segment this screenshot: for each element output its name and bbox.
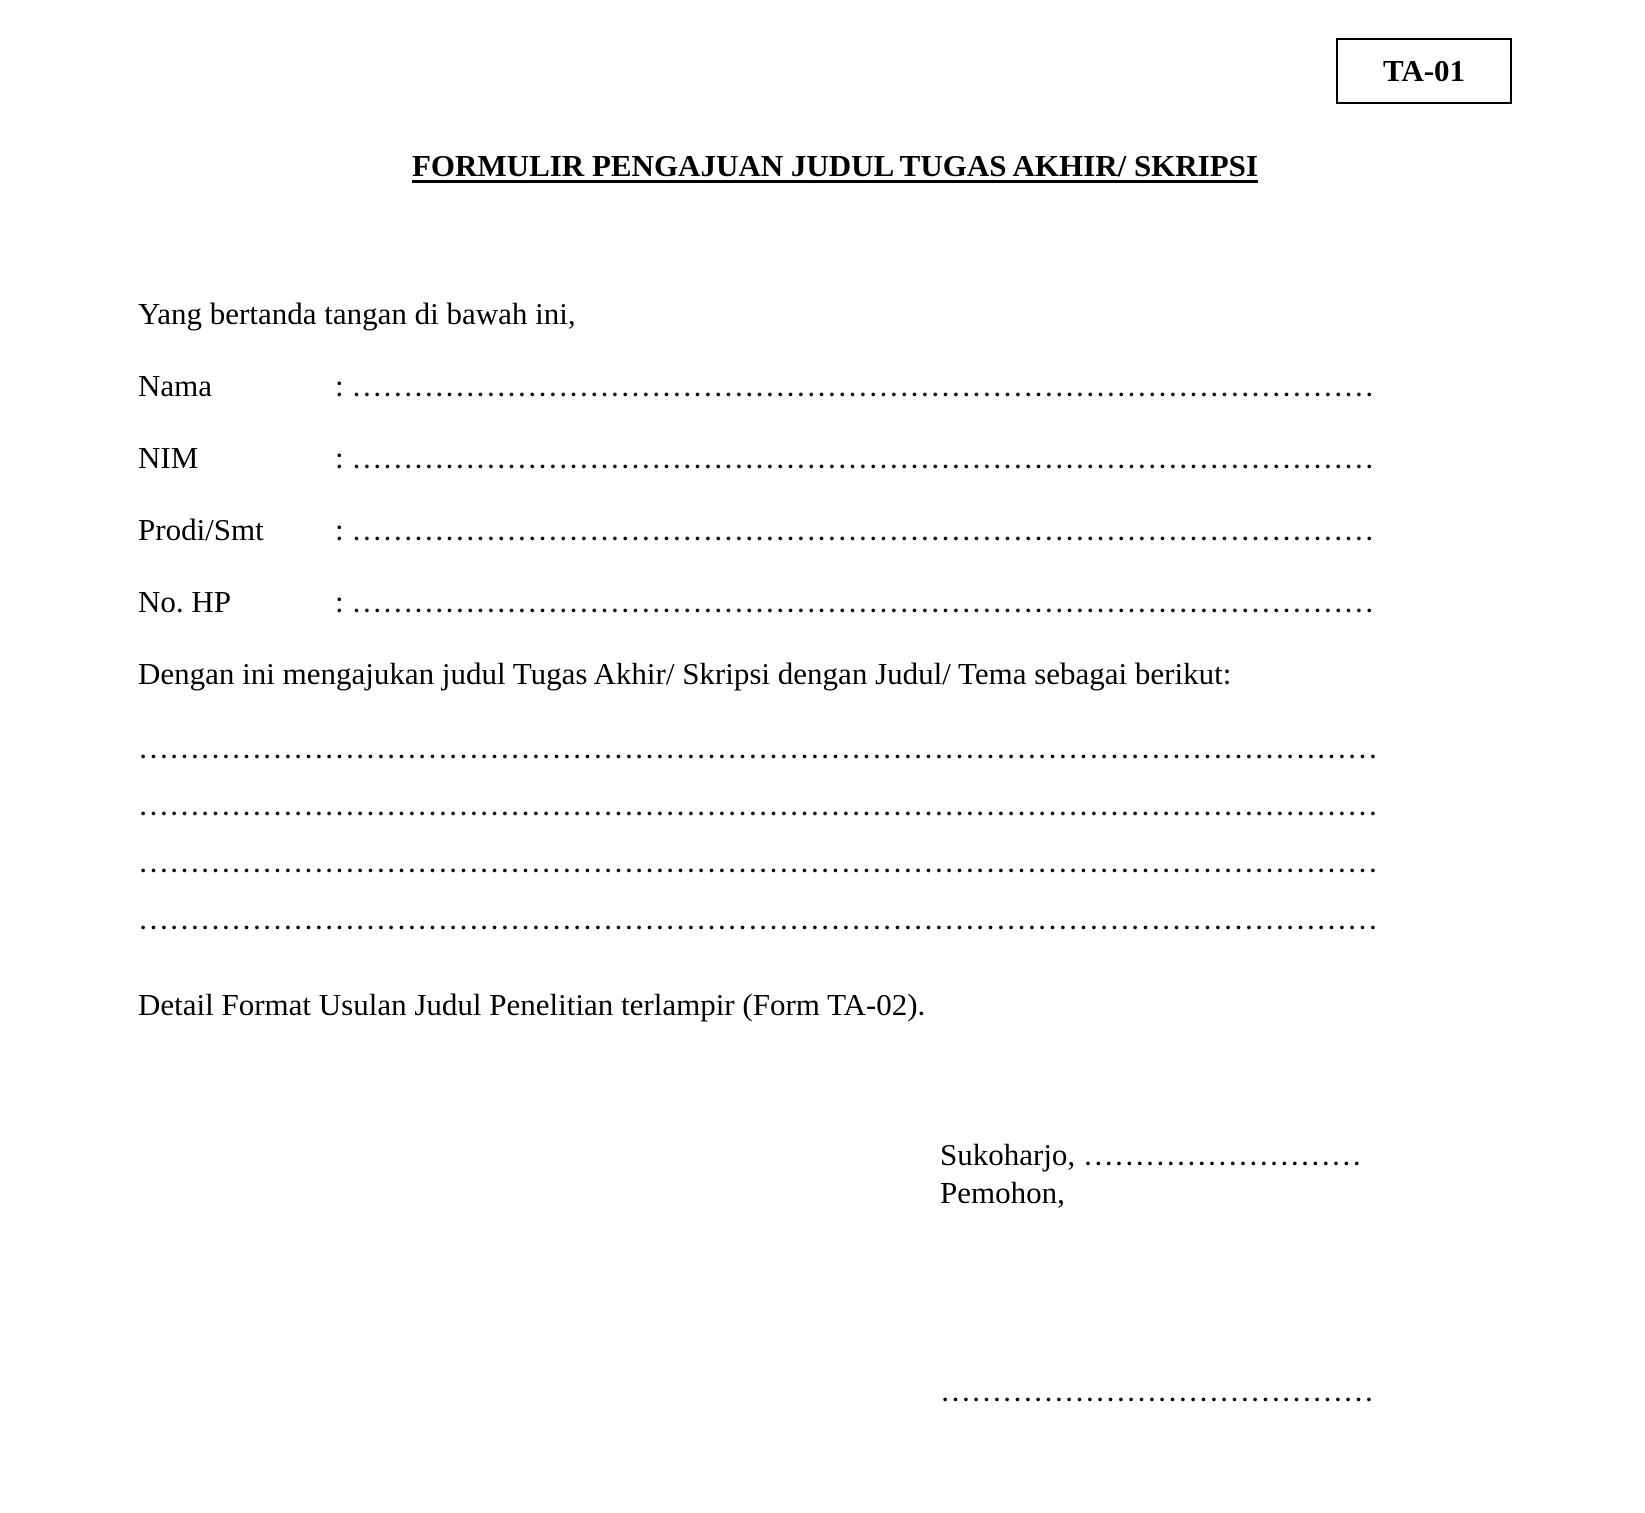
form-code: TA-01 — [1382, 53, 1466, 88]
field-value-nohp: : ……………………………………………………………………………………… — [335, 584, 1375, 619]
signature-name-line: …………………………………… — [940, 1373, 1374, 1408]
field-label-nim: NIM — [138, 440, 199, 475]
field-value-nama: : ……………………………………………………………………………………… — [335, 368, 1375, 403]
form-code-box — [1336, 38, 1512, 104]
field-label-nama: Nama — [138, 368, 213, 403]
detail-note: Detail Format Usulan Judul Penelitian terlampir (Form TA-02). — [138, 987, 926, 1022]
title-line: ………………………………………………………………………………………………………… — [138, 901, 1378, 936]
intro-text: Yang bertanda tangan di bawah ini, — [138, 296, 576, 331]
field-value-nim: : ……………………………………………………………………………………… — [335, 440, 1375, 475]
statement-text: Dengan ini mengajukan judul Tugas Akhir/ Skripsi dengan Judul/ Tema sebagai berikut: — [138, 656, 1232, 691]
signature-place-date: Sukoharjo, ……………………… — [940, 1137, 1362, 1172]
field-value-prodi: : ……………………………………………………………………………………… — [335, 512, 1375, 547]
title-line: ………………………………………………………………………………………………………… — [138, 844, 1378, 879]
title-line: ………………………………………………………………………………………………………… — [138, 787, 1378, 822]
page-title: FORMULIR PENGAJUAN JUDUL TUGAS AKHIR/ SKRIPSI — [411, 148, 1258, 183]
field-label-prodi: Prodi/Smt — [138, 512, 264, 547]
field-label-nohp: No. HP — [138, 584, 232, 619]
title-line: ………………………………………………………………………………………………………… — [138, 730, 1378, 765]
signature-role: Pemohon, — [940, 1175, 1065, 1210]
